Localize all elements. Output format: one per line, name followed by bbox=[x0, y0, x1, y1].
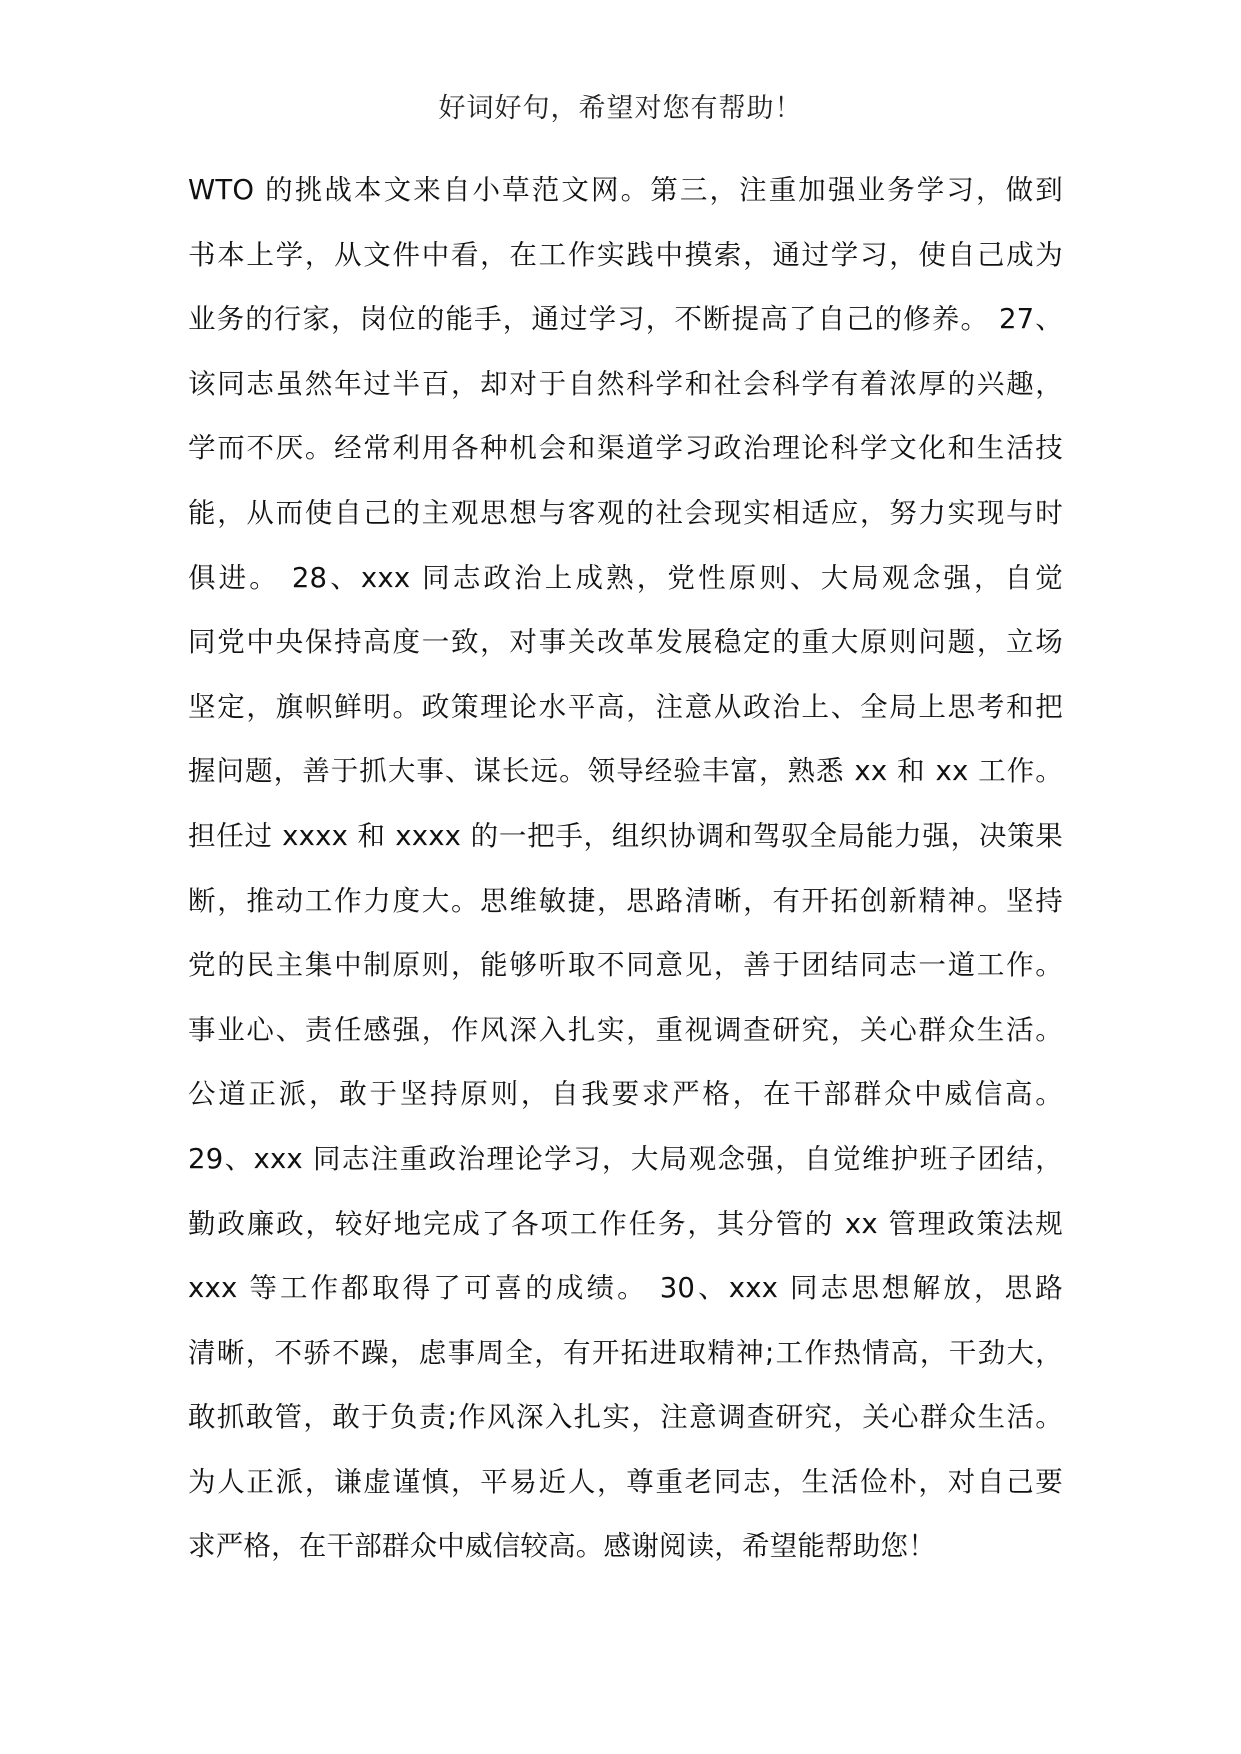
text-line: 勤政廉政，较好地完成了各项工作任务，其分管的 xx 管理政策法规 bbox=[188, 1207, 1063, 1240]
text-line: 该同志虽然年过半百，却对于自然科学和社会科学有着浓厚的兴趣， bbox=[188, 367, 1063, 400]
text-line: 书本上学，从文件中看，在工作实践中摸索，通过学习，使自己成为 bbox=[188, 238, 1063, 271]
text-line: 握问题，善于抓大事、谋长远。领导经验丰富，熟悉 xx 和 xx 工作。 bbox=[188, 755, 1063, 788]
page-header: 好词好句，希望对您有帮助！ bbox=[438, 93, 803, 124]
text-line: xxx 等工作都取得了可喜的成绩。 30、xxx 同志思想解放，思路 bbox=[188, 1272, 1063, 1305]
text-line: 清晰，不骄不躁，虑事周全，有开拓进取精神;工作热情高，干劲大， bbox=[188, 1336, 1063, 1369]
document-body bbox=[188, 158, 1063, 1579]
text-line: 29、xxx 同志注重政治理论学习，大局观念强，自觉维护班子团结， bbox=[188, 1142, 1063, 1175]
text-line: 俱进。 28、xxx 同志政治上成熟，党性原则、大局观念强，自觉 bbox=[188, 561, 1063, 594]
text-line: 为人正派，谦虚谨慎，平易近人，尊重老同志，生活俭朴，对自己要 bbox=[188, 1465, 1063, 1498]
text-line: 事业心、责任感强，作风深入扎实，重视调查研究，关心群众生活。 bbox=[188, 1013, 1063, 1046]
text-line: 党的民主集中制原则，能够听取不同意见，善于团结同志一道工作。 bbox=[188, 949, 1063, 982]
text-line: 担任过 xxxx 和 xxxx 的一把手，组织协调和驾驭全局能力强，决策果 bbox=[188, 819, 1063, 852]
text-line: 求严格，在干部群众中威信较高。感谢阅读，希望能帮助您！ bbox=[188, 1530, 936, 1563]
text-line: 同党中央保持高度一致，对事关改革发展稳定的重大原则问题，立场 bbox=[188, 626, 1063, 659]
text-line: 断，推动工作力度大。思维敏捷，思路清晰，有开拓创新精神。坚持 bbox=[188, 884, 1063, 917]
text-line: 敢抓敢管，敢于负责;作风深入扎实，注意调查研究，关心群众生活。 bbox=[188, 1401, 1063, 1434]
text-line: 公道正派，敢于坚持原则，自我要求严格，在干部群众中威信高。 bbox=[188, 1078, 1063, 1111]
text-line: 坚定，旗帜鲜明。政策理论水平高，注意从政治上、全局上思考和把 bbox=[188, 690, 1063, 723]
text-line: WTO 的挑战本文来自小草范文网。第三，注重加强业务学习，做到 bbox=[188, 174, 1063, 206]
text-line: 学而不厌。经常利用各种机会和渠道学习政治理论科学文化和生活技 bbox=[188, 432, 1063, 465]
text-line: 业务的行家，岗位的能手，通过学习，不断提高了自己的修养。 27、 bbox=[188, 303, 1063, 336]
text-line: 能，从而使自己的主观思想与客观的社会现实相适应，努力实现与时 bbox=[188, 496, 1063, 529]
